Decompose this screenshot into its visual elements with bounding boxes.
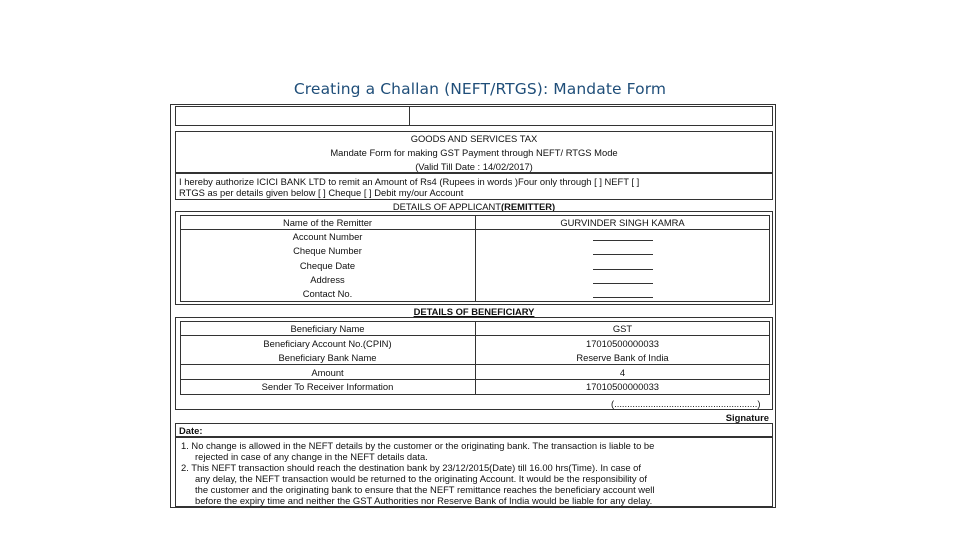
applicant-label-name: Name of the Remitter: [282, 217, 373, 228]
beneficiary-row-line: [180, 335, 770, 336]
beneficiary-label-cpin: Beneficiary Account No.(CPIN): [263, 338, 392, 349]
applicant-value-cheque-number: [475, 245, 770, 257]
authorize-text-line2: RTGS as per details given below [ ] Cheque [ ] Debit my/our Account: [179, 187, 464, 198]
applicant-value-account: [475, 231, 770, 243]
beneficiary-label-amount: Amount: [311, 367, 344, 378]
applicant-label-cheque-date: Cheque Date: [299, 260, 356, 271]
note-1-line1: 1. No change is allowed in the NEFT details by the customer or the originating bank. The transaction is liable to be: [181, 440, 655, 451]
authorize-text-line1: I hereby authorize ICICI BANK LTD to remit an Amount of Rs4 (Rupees in words )Four only through [ ] NEFT [ ]: [179, 176, 640, 187]
note-2-line3: the customer and the originating bank to ensure that the NEFT remittance reaches the beneficiary account well: [195, 484, 655, 495]
applicant-value-name: GURVINDER SINGH KAMRA: [560, 217, 685, 228]
applicant-label-address: Address: [310, 274, 345, 285]
signature-placeholder: (.......................................................): [611, 398, 761, 409]
applicant-label-account: Account Number: [292, 231, 363, 242]
top-row-divider: [409, 106, 410, 126]
signature-label: Signature: [725, 412, 769, 423]
header-valid-date: (Valid Till Date : 14/02/2017): [415, 161, 533, 172]
address-blank: [593, 274, 653, 284]
date-label: Date:: [179, 425, 203, 436]
beneficiary-label-sender-info: Sender To Receiver Information: [261, 381, 394, 392]
account-number-blank: [593, 231, 653, 241]
note-1-line2: rejected in case of any change in the NEFT details data.: [195, 451, 428, 462]
applicant-label-cheque-number: Cheque Number: [293, 245, 362, 256]
cheque-date-blank: [593, 260, 653, 270]
header-mandate: Mandate Form for making GST Payment through NEFT/ RTGS Mode: [330, 147, 618, 158]
cheque-number-blank: [593, 245, 653, 255]
beneficiary-label-name: Beneficiary Name: [290, 323, 365, 334]
applicant-value-cheque-date: [475, 260, 770, 272]
beneficiary-value-amount: 4: [619, 367, 626, 378]
beneficiary-row-line: [180, 364, 770, 365]
applicant-heading-suffix: (REMITTER): [501, 201, 556, 212]
beneficiary-value-sender-info: 17010500000033: [586, 381, 659, 392]
beneficiary-value-bank: Reserve Bank of India: [576, 352, 669, 363]
slide-title: Creating a Challan (NEFT/RTGS): Mandate Form: [293, 80, 667, 98]
applicant-heading-prefix: DETAILS OF APPLICANT: [392, 201, 501, 212]
applicant-label-contact: Contact No.: [302, 288, 353, 299]
mandate-form: [170, 104, 776, 508]
beneficiary-value-cpin: 17010500000033: [586, 338, 659, 349]
beneficiary-row-line: [180, 379, 770, 380]
applicant-row-line: [180, 229, 770, 230]
note-2-line1: 2. This NEFT transaction should reach the destination bank by 23/12/2015(Date) till 16.00 hrs(Time). In case of: [181, 462, 641, 473]
beneficiary-heading: DETAILS OF BENEFICIARY: [413, 306, 535, 317]
top-blank-row: [175, 106, 773, 126]
date-box: [175, 423, 773, 437]
note-2-line4: before the expiry time and neither the GST Authorities nor Reserve Bank of India would be liable for any delay.: [195, 495, 653, 506]
beneficiary-value-name: GST: [612, 323, 633, 334]
applicant-value-address: [475, 274, 770, 286]
beneficiary-label-bank: Beneficiary Bank Name: [278, 352, 377, 363]
applicant-value-contact: [475, 288, 770, 300]
contact-blank: [593, 288, 653, 298]
header-gst: GOODS AND SERVICES TAX: [410, 133, 538, 144]
note-2-line2: any delay, the NEFT transaction would be returned to the originating Account. It would be the responsibility of: [195, 473, 647, 484]
